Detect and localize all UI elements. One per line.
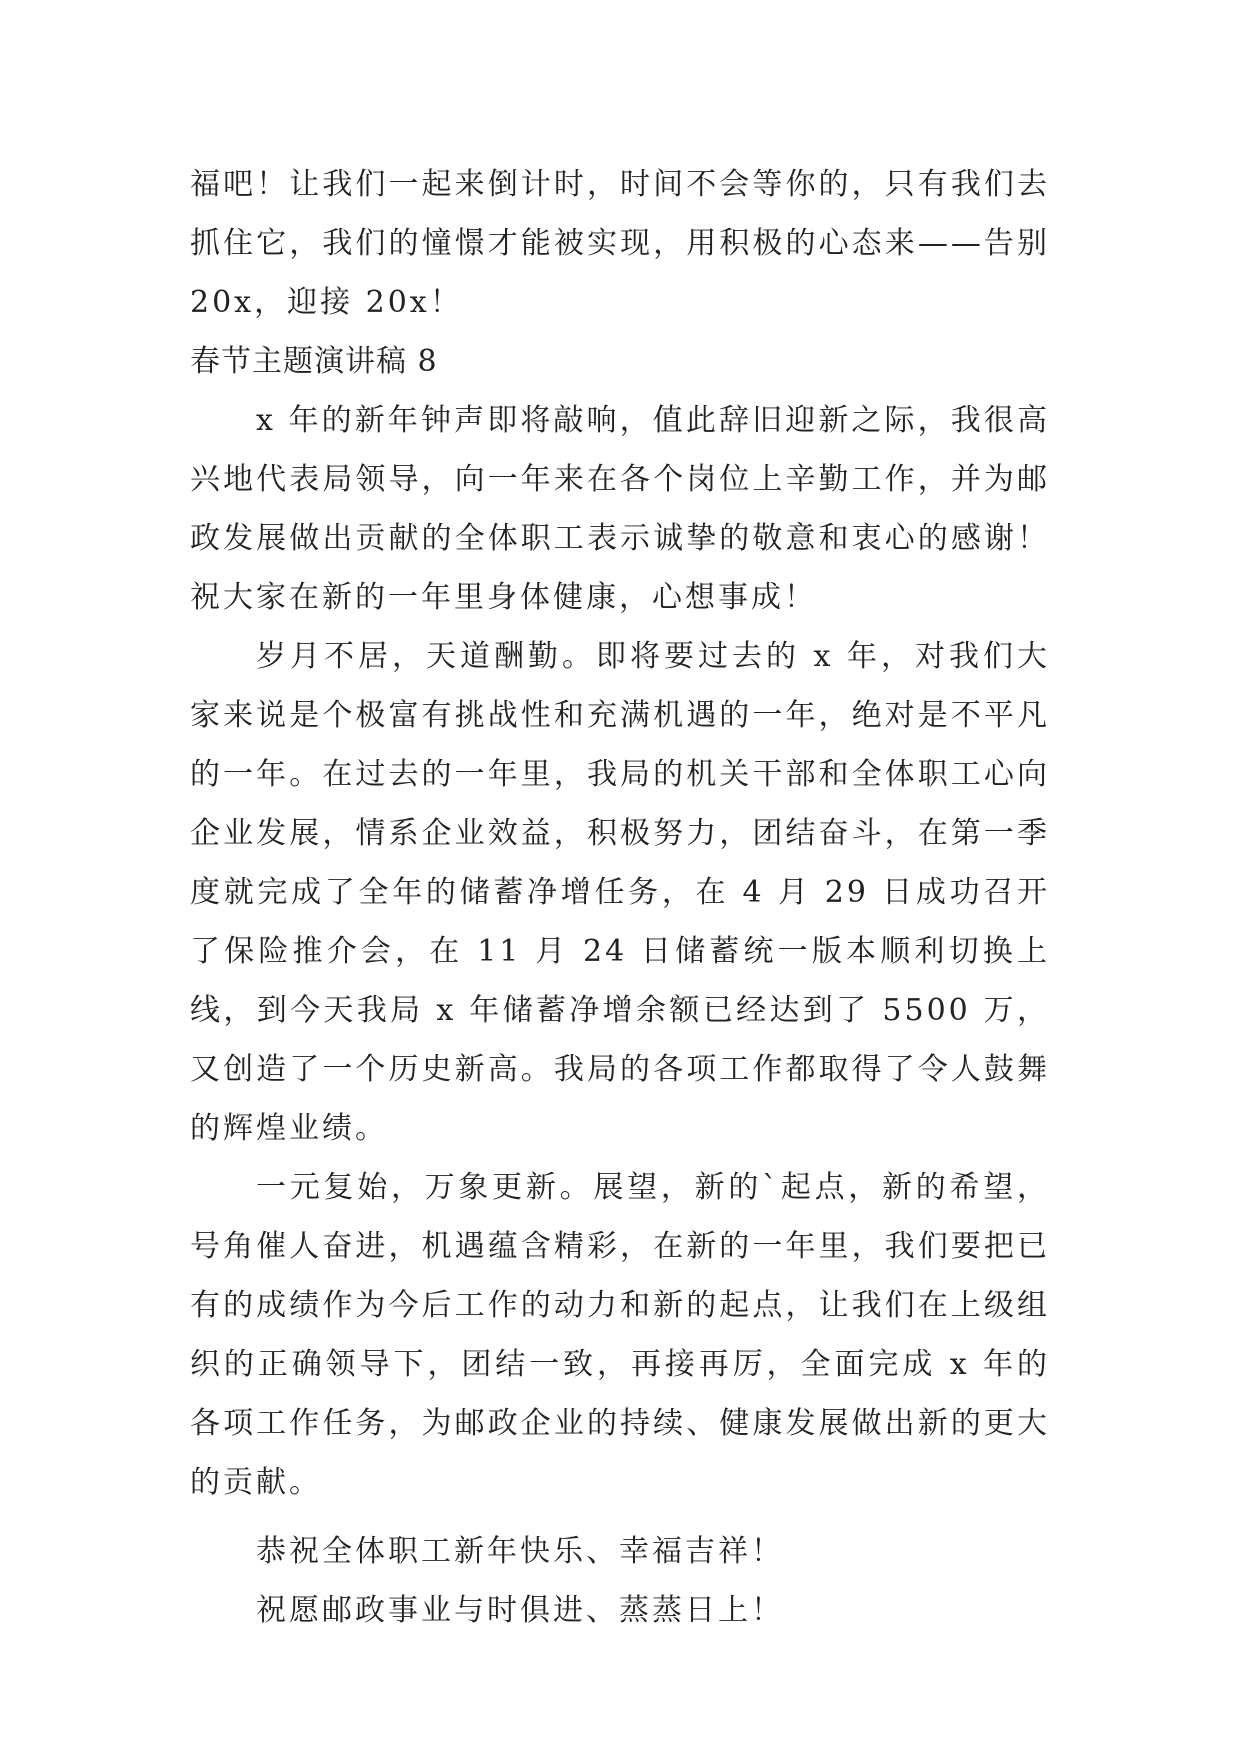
paragraph-wish-postal: 祝愿邮政事业与时俱进、蒸蒸日上！ (256, 1593, 784, 1628)
section-title: 春节主题演讲稿 8 (190, 344, 438, 379)
paragraph-wish-staff: 恭祝全体职工新年快乐、幸福吉祥！ (256, 1534, 784, 1569)
document-body (190, 155, 1050, 1640)
paragraph-review: 岁月不居，天道酬勤。即将要过去的 x 年，对我们大家来说是个极富有挑战性和充满机遇的一年，绝对是不平凡的一年。在过去的一年里，我局的机关干部和全体职工心向企业发展，情系企业效益，积极努力，团结奋斗，在第一季度就完成了全年的储蓄净增任务，在 4 月 29 日成功召开了保险推介会，在 11 月 24 日储蓄统一版本顺利切换上线，到今天我局 x 年储蓄净增余额已经达到了 5500 万，又创造了一个历史新高。我局的各项工作都取得了令人鼓舞的辉煌业绩。 (190, 639, 1050, 1146)
continuation-paragraph: 福吧！让我们一起来倒计时，时间不会等你的，只有我们去抓住它，我们的憧憬才能被实现，用积极的心态来——告别 20x，迎接 20x！ (190, 167, 1050, 320)
paragraph-outlook: 一元复始，万象更新。展望，新的`起点，新的希望，号角催人奋进，机遇蕴含精彩，在新的一年里，我们要把已有的成绩作为今后工作的动力和新的起点，让我们在上级组织的正确领导下，团结一致，再接再厉，全面完成 x 年的各项工作任务，为邮政企业的持续、健康发展做出新的更大的贡献。 (190, 1170, 1050, 1500)
paragraph-greeting: x 年的新年钟声即将敲响，值此辞旧迎新之际，我很高兴地代表局领导，向一年来在各个岗位上辛勤工作，并为邮政发展做出贡献的全体职工表示诚挚的敬意和衷心的感谢！祝大家在新的一年里身体健康，心想事成！ (190, 403, 1050, 615)
